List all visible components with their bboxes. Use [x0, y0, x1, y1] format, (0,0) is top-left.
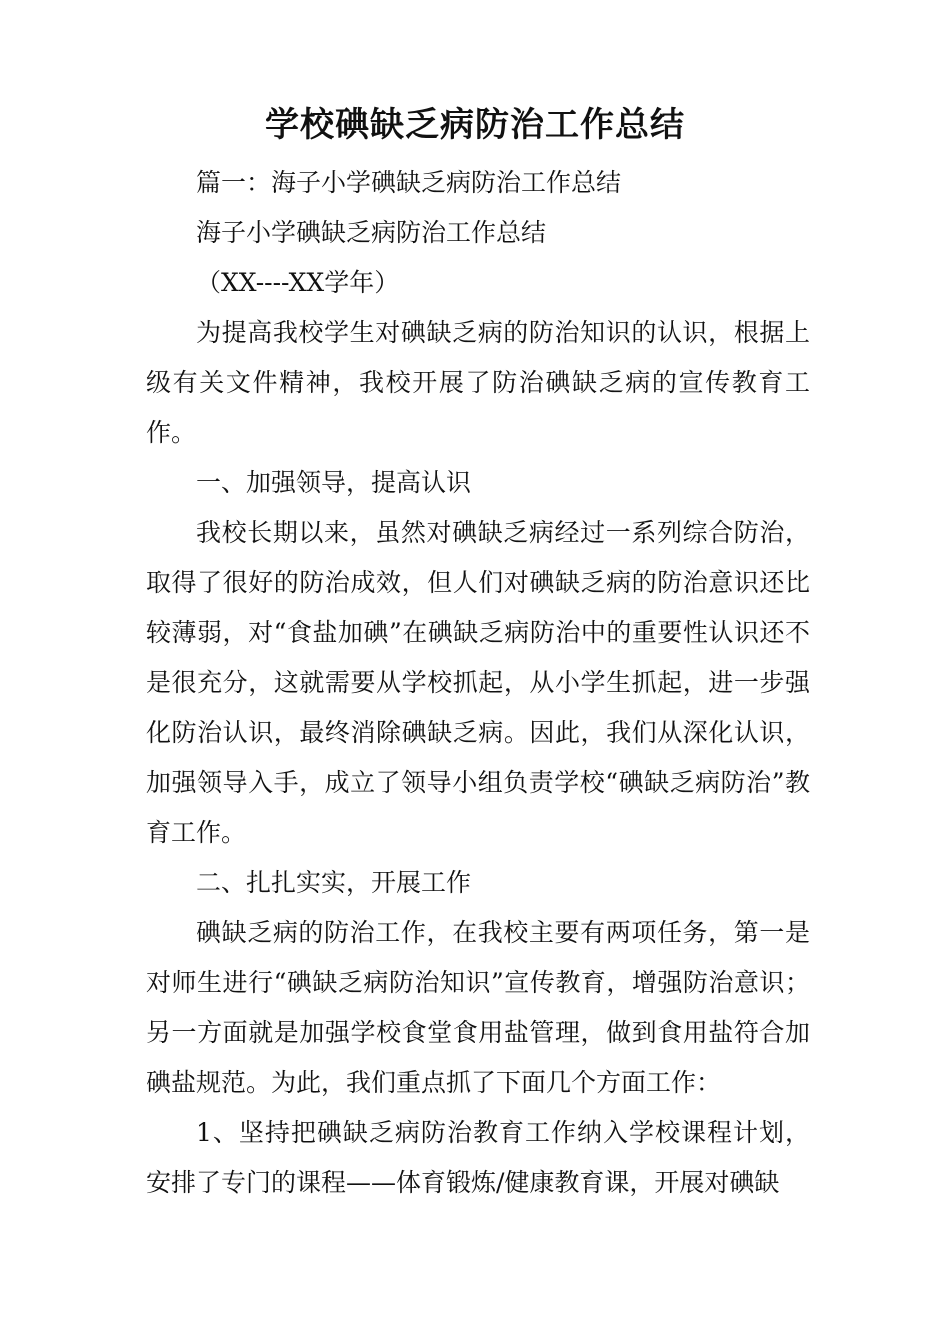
paragraph-body-one: 我校长期以来，虽然对碘缺乏病经过一系列综合防治，取得了很好的防治成效，但人们对碘缺乏病的防治意识还比较薄弱，对“食盐加碘”在碘缺乏病防治中的重要性认识还不是很充分，这就需要从学校抓起，从小学生抓起，进一步强化防治认识，最终消除碘缺乏病。因此，我们从深化认识，加强领导入手，成立了领导小组负责学校“碘缺乏病防治”教育工作。 [146, 518, 810, 847]
paragraph-item-one: 1、坚持把碘缺乏病防治教育工作纳入学校课程计划，安排了专门的课程——体育锻炼/健康教育课，开展对碘缺 [146, 1118, 810, 1197]
document-title: 学校碘缺乏病防治工作总结 [265, 105, 685, 145]
paragraph-heading-one: 一、加强领导，提高认识 [196, 468, 472, 497]
paragraph-heading-two: 二、扎扎实实，开展工作 [196, 868, 472, 897]
paragraph-section-heading: 篇一：海子小学碘缺乏病防治工作总结 [196, 168, 622, 197]
paragraph-intro: 为提高我校学生对碘缺乏病的防治知识的认识，根据上级有关文件精神，我校开展了防治碘缺乏病的宣传教育工作。 [146, 318, 810, 447]
paragraph-school-year: （XX----XX学年） [196, 268, 400, 297]
paragraph-subtitle: 海子小学碘缺乏病防治工作总结 [196, 218, 547, 247]
paragraph-body-two: 碘缺乏病的防治工作，在我校主要有两项任务，第一是对师生进行“碘缺乏病防治知识”宣传教育，增强防治意识；另一方面就是加强学校食堂食用盐管理，做到食用盐符合加碘盐规范。为此，我们重点抓了下面几个方面工作： [146, 918, 810, 1097]
document-body [146, 158, 810, 1208]
